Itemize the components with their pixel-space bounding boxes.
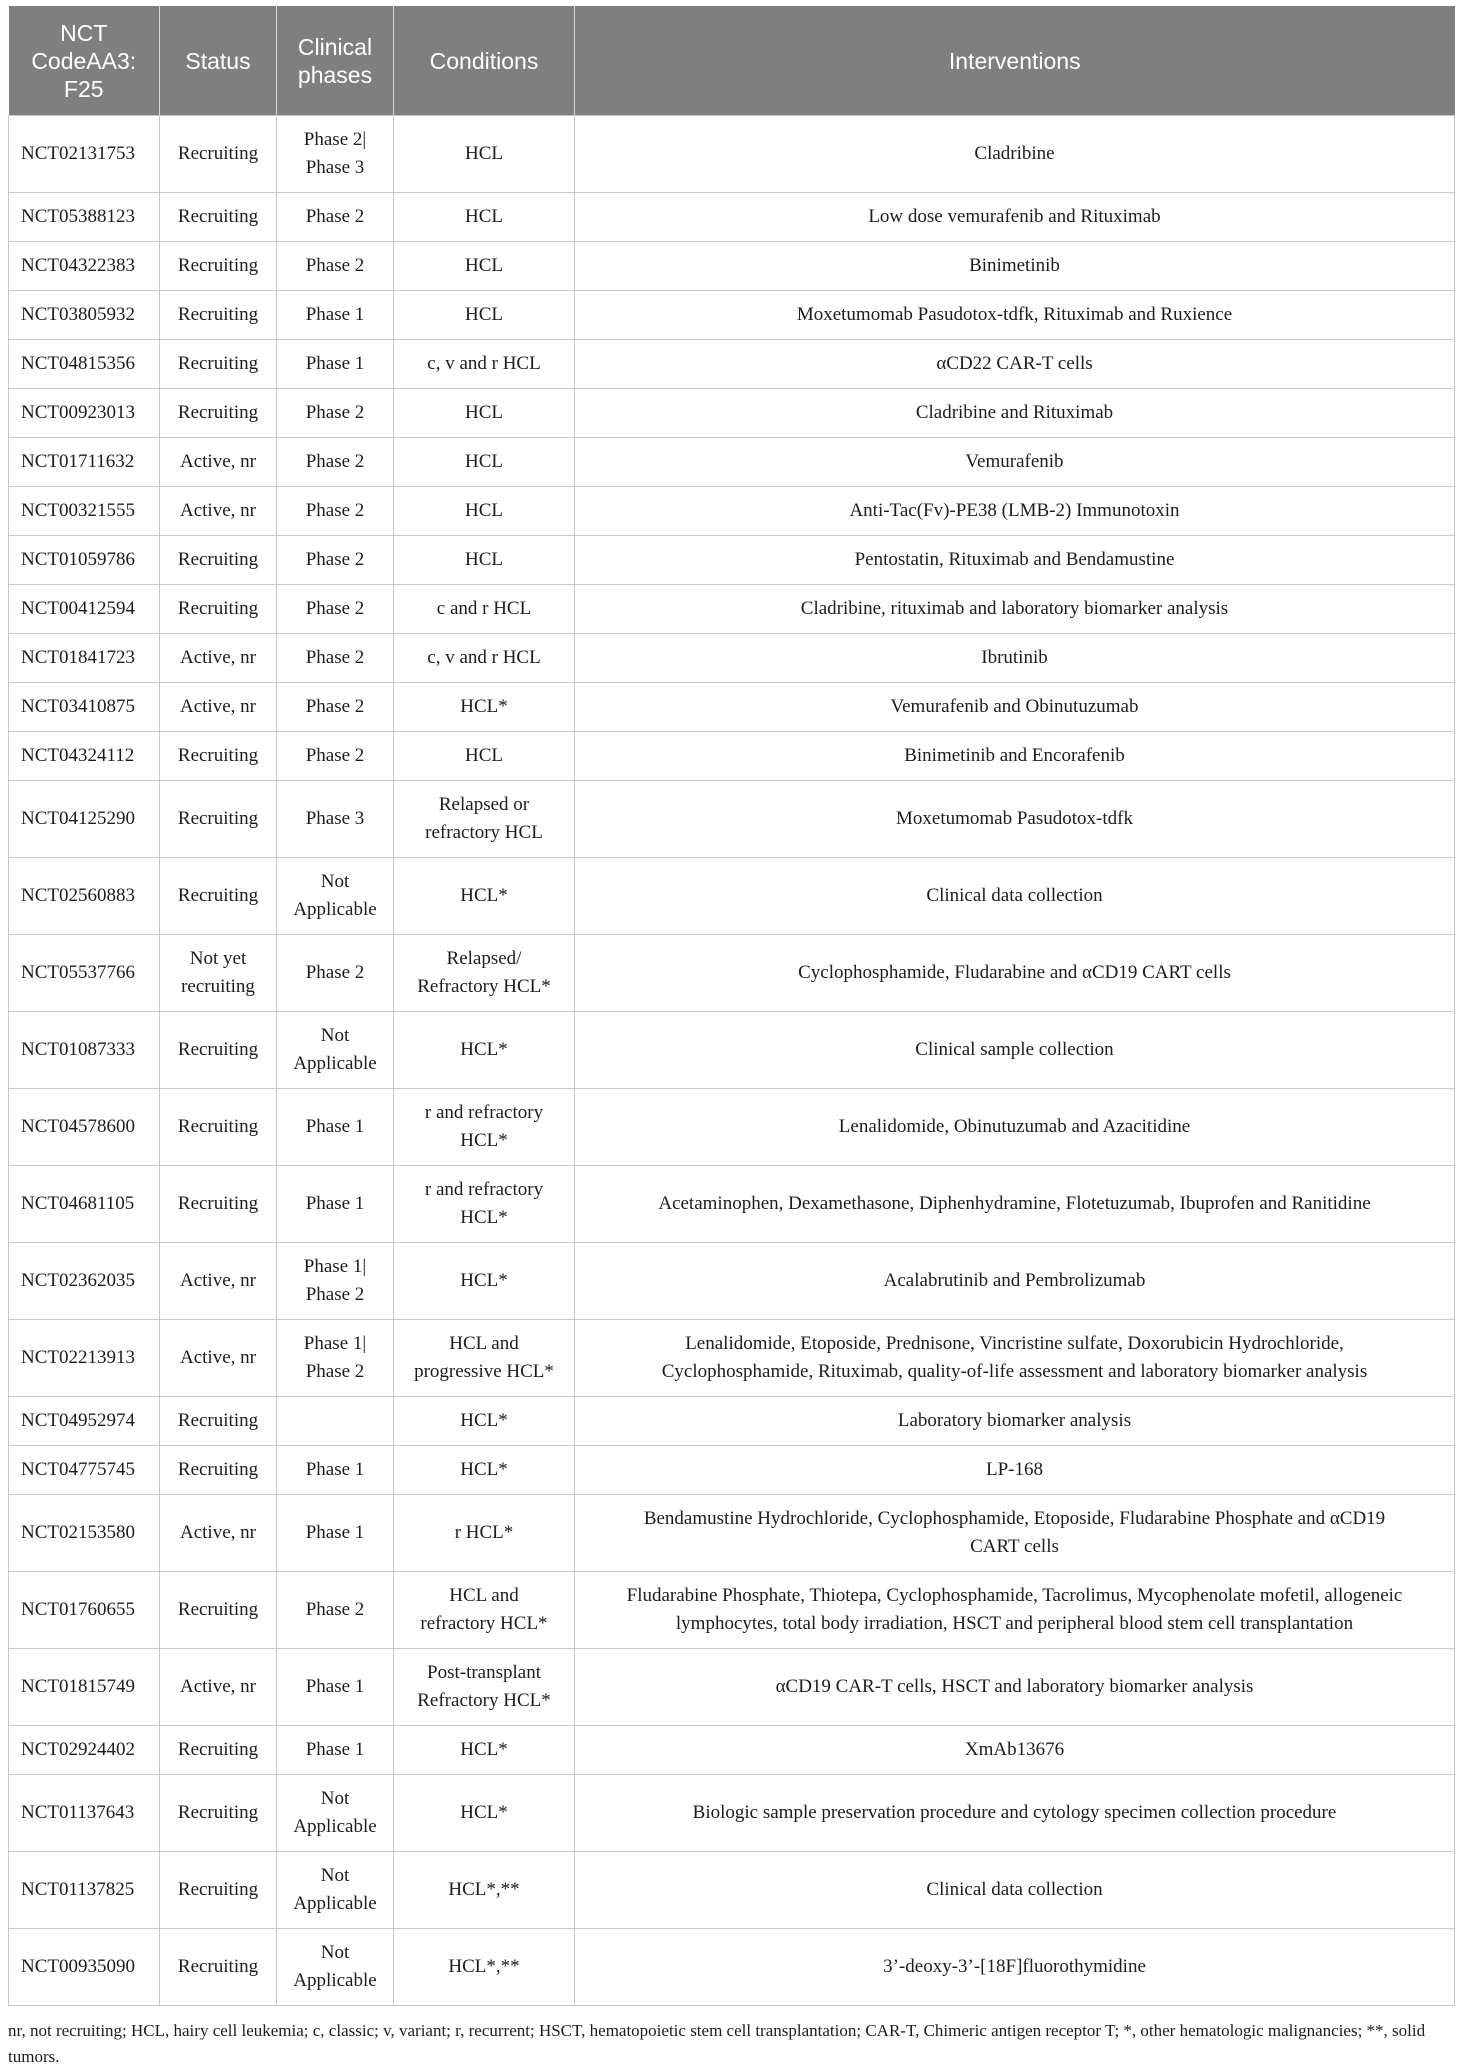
table-row [9, 1572, 1455, 1649]
nct-code-cell: NCT05388123 [9, 193, 160, 242]
status-cell: Recruiting [160, 193, 277, 242]
intervention-cell: Binimetinib [575, 242, 1455, 291]
status-cell: Recruiting [160, 291, 277, 340]
table-row [9, 487, 1455, 536]
nct-code-cell: NCT01137643 [9, 1775, 160, 1852]
nct-code-cell: NCT02924402 [9, 1726, 160, 1775]
condition-cell: HCL* [394, 1012, 575, 1089]
intervention-cell: LP-168 [575, 1446, 1455, 1495]
phase-cell: Not Applicable [277, 1929, 394, 2006]
status-cell: Recruiting [160, 585, 277, 634]
status-cell: Recruiting [160, 1726, 277, 1775]
condition-cell: HCL and refractory HCL* [394, 1572, 575, 1649]
table-row [9, 1446, 1455, 1495]
table-row [9, 1852, 1455, 1929]
phase-cell: Not Applicable [277, 858, 394, 935]
intervention-cell: 3’-deoxy-3’-[18F]fluorothymidine [575, 1929, 1455, 2006]
status-cell: Active, nr [160, 1320, 277, 1397]
nct-code-cell: NCT02362035 [9, 1243, 160, 1320]
nct-code-cell: NCT04578600 [9, 1089, 160, 1166]
intervention-cell: Lenalidomide, Obinutuzumab and Azacitidine [575, 1089, 1455, 1166]
condition-cell: HCL*,** [394, 1929, 575, 2006]
phase-cell: Phase 1 [277, 1089, 394, 1166]
nct-code-cell: NCT04775745 [9, 1446, 160, 1495]
header-conditions: Conditions [394, 6, 575, 116]
status-cell: Active, nr [160, 634, 277, 683]
status-cell: Active, nr [160, 438, 277, 487]
nct-code-cell: NCT04815356 [9, 340, 160, 389]
intervention-cell: Lenalidomide, Etoposide, Prednisone, Vincristine sulfate, Doxorubicin Hydrochloride, Cyclophosphamide, Rituximab, quality-of-life assessment and laboratory biomarker analysis [575, 1320, 1455, 1397]
nct-code-cell: NCT01841723 [9, 634, 160, 683]
phase-cell: Phase 2 [277, 634, 394, 683]
table-row [9, 935, 1455, 1012]
nct-code-cell: NCT02213913 [9, 1320, 160, 1397]
phase-cell: Phase 2 [277, 438, 394, 487]
table-row [9, 193, 1455, 242]
phase-cell: Phase 1 [277, 1495, 394, 1572]
intervention-cell: Anti-Tac(Fv)-PE38 (LMB-2) Immunotoxin [575, 487, 1455, 536]
condition-cell: HCL and progressive HCL* [394, 1320, 575, 1397]
phase-cell: Phase 2 [277, 1572, 394, 1649]
intervention-cell: Fludarabine Phosphate, Thiotepa, Cyclophosphamide, Tacrolimus, Mycophenolate mofetil, allogeneic lymphocytes, total body irradiation, HSCT and peripheral blood stem cell transplantation [575, 1572, 1455, 1649]
intervention-cell: Moxetumomab Pasudotox-tdfk [575, 781, 1455, 858]
condition-cell: HCL* [394, 1775, 575, 1852]
status-cell: Active, nr [160, 683, 277, 732]
table-footnote: nr, not recruiting; HCL, hairy cell leukemia; c, classic; v, variant; r, recurrent; HSCT, hematopoietic stem cell transplantation; CAR-T, Chimeric antigen receptor T; *, other hematologic malignancies; **, solid tumors. [8, 2021, 1426, 2066]
clinical-trials-table [8, 6, 1455, 2006]
condition-cell: Relapsed/ Refractory HCL* [394, 935, 575, 1012]
table-row [9, 242, 1455, 291]
table-row [9, 389, 1455, 438]
intervention-cell: Acalabrutinib and Pembrolizumab [575, 1243, 1455, 1320]
nct-code-cell: NCT01711632 [9, 438, 160, 487]
status-cell: Recruiting [160, 781, 277, 858]
phase-cell: Phase 2 [277, 536, 394, 585]
status-cell: Recruiting [160, 1089, 277, 1166]
condition-cell: HCL* [394, 1726, 575, 1775]
condition-cell: HCL [394, 438, 575, 487]
header-nct-code: NCT CodeAA3: F25 [9, 6, 160, 116]
table-row [9, 732, 1455, 781]
table-row [9, 340, 1455, 389]
intervention-cell: Laboratory biomarker analysis [575, 1397, 1455, 1446]
intervention-cell: Pentostatin, Rituximab and Bendamustine [575, 536, 1455, 585]
condition-cell: c, v and r HCL [394, 340, 575, 389]
phase-cell: Phase 1 [277, 1649, 394, 1726]
intervention-cell: Low dose vemurafenib and Rituximab [575, 193, 1455, 242]
condition-cell: r and refractory HCL* [394, 1089, 575, 1166]
phase-cell: Phase 2| Phase 3 [277, 116, 394, 193]
status-cell: Active, nr [160, 1649, 277, 1726]
condition-cell: HCL [394, 291, 575, 340]
nct-code-cell: NCT01760655 [9, 1572, 160, 1649]
status-cell: Recruiting [160, 1929, 277, 2006]
phase-cell: Phase 2 [277, 732, 394, 781]
condition-cell: r HCL* [394, 1495, 575, 1572]
nct-code-cell: NCT00412594 [9, 585, 160, 634]
status-cell: Recruiting [160, 1775, 277, 1852]
status-cell: Recruiting [160, 1012, 277, 1089]
phase-cell: Phase 1 [277, 291, 394, 340]
condition-cell: HCL* [394, 1243, 575, 1320]
condition-cell: HCL* [394, 683, 575, 732]
nct-code-cell: NCT00935090 [9, 1929, 160, 2006]
nct-code-cell: NCT04322383 [9, 242, 160, 291]
nct-code-cell: NCT02131753 [9, 116, 160, 193]
table-row [9, 291, 1455, 340]
nct-code-cell: NCT04324112 [9, 732, 160, 781]
status-cell: Recruiting [160, 1852, 277, 1929]
condition-cell: HCL [394, 487, 575, 536]
status-cell: Active, nr [160, 487, 277, 536]
table-row [9, 1929, 1455, 2006]
table-row [9, 536, 1455, 585]
status-cell: Recruiting [160, 242, 277, 291]
table-row [9, 781, 1455, 858]
phase-cell: Phase 2 [277, 242, 394, 291]
intervention-cell: αCD22 CAR-T cells [575, 340, 1455, 389]
table-row [9, 438, 1455, 487]
status-cell: Not yet recruiting [160, 935, 277, 1012]
phase-cell [277, 1397, 394, 1446]
condition-cell: HCL* [394, 1446, 575, 1495]
intervention-cell: αCD19 CAR-T cells, HSCT and laboratory biomarker analysis [575, 1649, 1455, 1726]
status-cell: Recruiting [160, 1397, 277, 1446]
status-cell: Recruiting [160, 116, 277, 193]
phase-cell: Phase 1 [277, 1166, 394, 1243]
header-interventions: Interventions [575, 6, 1455, 116]
intervention-cell: Clinical data collection [575, 858, 1455, 935]
status-cell: Active, nr [160, 1243, 277, 1320]
intervention-cell: Binimetinib and Encorafenib [575, 732, 1455, 781]
phase-cell: Not Applicable [277, 1775, 394, 1852]
status-cell: Recruiting [160, 858, 277, 935]
condition-cell: c, v and r HCL [394, 634, 575, 683]
table-row [9, 858, 1455, 935]
condition-cell: c and r HCL [394, 585, 575, 634]
nct-code-cell: NCT03805932 [9, 291, 160, 340]
condition-cell: HCL [394, 536, 575, 585]
nct-code-cell: NCT01059786 [9, 536, 160, 585]
nct-code-cell: NCT01137825 [9, 1852, 160, 1929]
intervention-cell: Cyclophosphamide, Fludarabine and αCD19 CART cells [575, 935, 1455, 1012]
status-cell: Recruiting [160, 389, 277, 438]
phase-cell: Not Applicable [277, 1852, 394, 1929]
condition-cell: r and refractory HCL* [394, 1166, 575, 1243]
nct-code-cell: NCT03410875 [9, 683, 160, 732]
phase-cell: Phase 1 [277, 1726, 394, 1775]
status-cell: Recruiting [160, 1572, 277, 1649]
intervention-cell: Bendamustine Hydrochloride, Cyclophosphamide, Etoposide, Fludarabine Phosphate and αCD19 CART cells [575, 1495, 1455, 1572]
table-row [9, 1320, 1455, 1397]
intervention-cell: Biologic sample preservation procedure and cytology specimen collection procedure [575, 1775, 1455, 1852]
nct-code-cell: NCT01815749 [9, 1649, 160, 1726]
status-cell: Active, nr [160, 1495, 277, 1572]
status-cell: Recruiting [160, 732, 277, 781]
nct-code-cell: NCT02153580 [9, 1495, 160, 1572]
table-row [9, 1397, 1455, 1446]
condition-cell: HCL [394, 242, 575, 291]
table-row [9, 585, 1455, 634]
condition-cell: HCL [394, 193, 575, 242]
intervention-cell: Acetaminophen, Dexamethasone, Diphenhydramine, Flotetuzumab, Ibuprofen and Ranitidine [575, 1166, 1455, 1243]
phase-cell: Phase 1 [277, 340, 394, 389]
table-row [9, 1649, 1455, 1726]
nct-code-cell: NCT00923013 [9, 389, 160, 438]
intervention-cell: Cladribine [575, 116, 1455, 193]
nct-code-cell: NCT01087333 [9, 1012, 160, 1089]
condition-cell: HCL [394, 389, 575, 438]
phase-cell: Phase 1 [277, 1446, 394, 1495]
nct-code-cell: NCT00321555 [9, 487, 160, 536]
nct-code-cell: NCT04952974 [9, 1397, 160, 1446]
table-row [9, 1775, 1455, 1852]
condition-cell: HCL [394, 732, 575, 781]
nct-code-cell: NCT05537766 [9, 935, 160, 1012]
table-row [9, 1166, 1455, 1243]
status-cell: Recruiting [160, 536, 277, 585]
phase-cell: Phase 2 [277, 193, 394, 242]
table-row [9, 1726, 1455, 1775]
intervention-cell: Vemurafenib [575, 438, 1455, 487]
condition-cell: Relapsed or refractory HCL [394, 781, 575, 858]
nct-code-cell: NCT02560883 [9, 858, 160, 935]
status-cell: Recruiting [160, 340, 277, 389]
phase-cell: Phase 1| Phase 2 [277, 1243, 394, 1320]
condition-cell: HCL*,** [394, 1852, 575, 1929]
table-row [9, 1243, 1455, 1320]
intervention-cell: Clinical data collection [575, 1852, 1455, 1929]
intervention-cell: Cladribine and Rituximab [575, 389, 1455, 438]
table-body [9, 116, 1455, 2006]
phase-cell: Phase 3 [277, 781, 394, 858]
intervention-cell: Moxetumomab Pasudotox-tdfk, Rituximab and Ruxience [575, 291, 1455, 340]
nct-code-cell: NCT04681105 [9, 1166, 160, 1243]
table-row [9, 116, 1455, 193]
condition-cell: HCL [394, 116, 575, 193]
table-row [9, 1012, 1455, 1089]
intervention-cell: Cladribine, rituximab and laboratory biomarker analysis [575, 585, 1455, 634]
status-cell: Recruiting [160, 1446, 277, 1495]
intervention-cell: Clinical sample collection [575, 1012, 1455, 1089]
intervention-cell: Ibrutinib [575, 634, 1455, 683]
phase-cell: Phase 2 [277, 487, 394, 536]
header-status: Status [160, 6, 277, 116]
phase-cell: Phase 2 [277, 389, 394, 438]
table-row [9, 1089, 1455, 1166]
nct-code-cell: NCT04125290 [9, 781, 160, 858]
table-row [9, 634, 1455, 683]
header-clinical-phases: Clinical phases [277, 6, 394, 116]
phase-cell: Phase 2 [277, 585, 394, 634]
table-row [9, 1495, 1455, 1572]
status-cell: Recruiting [160, 1166, 277, 1243]
phase-cell: Phase 1| Phase 2 [277, 1320, 394, 1397]
intervention-cell: XmAb13676 [575, 1726, 1455, 1775]
condition-cell: Post-transplant Refractory HCL* [394, 1649, 575, 1726]
phase-cell: Not Applicable [277, 1012, 394, 1089]
phase-cell: Phase 2 [277, 683, 394, 732]
document [8, 6, 1454, 2070]
header-row [9, 6, 1455, 116]
intervention-cell: Vemurafenib and Obinutuzumab [575, 683, 1455, 732]
phase-cell: Phase 2 [277, 935, 394, 1012]
table-row [9, 683, 1455, 732]
condition-cell: HCL* [394, 1397, 575, 1446]
table-header [9, 6, 1455, 116]
condition-cell: HCL* [394, 858, 575, 935]
